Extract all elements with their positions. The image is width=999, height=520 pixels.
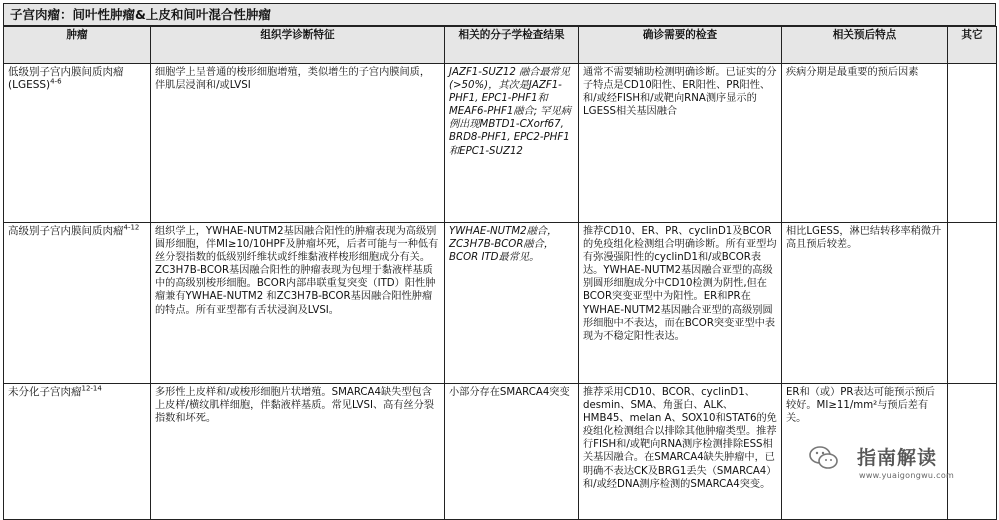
other-cell	[948, 223, 997, 384]
header-row	[4, 27, 997, 64]
header-molecular: 相关的分子学检查结果	[445, 27, 579, 64]
header-tests: 确诊需要的检查	[579, 27, 782, 64]
reference-superscript: 4-6	[50, 77, 62, 86]
molecular-cell: JAZF1-SUZ12 融合最常见 (>50%)，其次是JAZF1-PHF1, EPC1-PHF1和MEAF6-PHF1融合; 罕见病例出现MBTD1-CXorf67, BRD8-PHF1, EPC2-PHF1 和EPC1-SUZ12	[445, 64, 579, 223]
wechat-logo-icon	[809, 445, 839, 471]
tests-cell: 通常不需要辅助检测明确诊断。已证实的分子特点是CD10阳性、ER阳性、PR阳性、和/或经FISH和/或靶向RNA测序显示的LGESS相关基因融合	[579, 64, 782, 223]
tests-cell: 推荐采用CD10、BCOR、cyclinD1、desmin、SMA、角蛋白、ALK、HMB45、melan A、SOX10和STAT6的免疫组化检测组合以排除其他肿瘤类型。推荐行FISH和/或靶向RNA测序检测排除ESS相关基因融合。在SMARCA4缺失肿瘤中，已明确不表达CK及BRG1丢失（SMARCA4）和/或经DNA测序检测的SMARCA4突变。	[579, 384, 782, 520]
molecular-cell: 小部分存在SMARCA4突变	[445, 384, 579, 520]
prognosis-cell: 疾病分期是最重要的预后因素	[782, 64, 948, 223]
watermark-url: www.yuaigongwu.com	[859, 471, 955, 480]
histology-cell: 组织学上，YWHAE-NUTM2基因融合阳性的肿瘤表现为高级别圆形细胞，伴MI≥10/10HPF及肿瘤坏死，后者可能与一种低有丝分裂指数的低级别纤维状或纤维黏液样梭形细胞成分有关。ZC3H7B-BCOR基因融合阳性的肿瘤表现为包埋于黏液样基质中的高级别梭形细胞。BCOR内部串联重复突变（ITD）阳性肿瘤兼有YWHAE-NUTM2 和ZC3H7B-BCOR基因融合阳性肿瘤的特点。所有亚型都有舌状浸润及LVSI。	[151, 223, 445, 384]
histology-cell: 多形性上皮样和/或梭形细胞片状增殖。SMARCA4缺失型包含上皮样/横纹肌样细胞，伴黏液样基质。常见LVSI、高有丝分裂指数和坏死。	[151, 384, 445, 520]
reference-superscript: 4-12	[123, 223, 140, 232]
reference-superscript: 12-14	[81, 384, 102, 393]
tumor-cell: 未分化子宫肉瘤$^{12-14}$	[4, 384, 151, 520]
prognosis-cell: 相比LGESS，淋巴结转移率稍微升高且预后较差。	[782, 223, 948, 384]
histology-cell: 细胞学上呈普通的梭形细胞增殖，类似增生的子宫内膜间质，伴肌层浸润和/或LVSI	[151, 64, 445, 223]
tumor-cell: 低级别子宫内膜间质肉瘤(LGESS)$^{4-6}$	[4, 64, 151, 223]
other-cell	[948, 64, 997, 223]
molecular-cell: YWHAE-NUTM2融合，ZC3H7B-BCOR融合，BCOR ITD最常见。	[445, 223, 579, 384]
tests-cell: 推荐CD10、ER、PR、cyclinD1及BCOR的免疫组化检测组合明确诊断。所有亚型均有弥漫强阳性的cyclinD1和/或BCOR表达。YWHAE-NUTM2基因融合亚型的高级别圆形细胞成分中CD10检测为阴性,但在BCOR突变亚型中为阳性。ER和PR在YWHAE-NUTM2基因融合亚型的高级别圆形细胞中不表达，而在BCOR突变亚型中表现为不稳定阳性表达。	[579, 223, 782, 384]
tumor-cell: 高级别子宫内膜间质肉瘤$^{4-12}$	[4, 223, 151, 384]
header-prognosis: 相关预后特点	[782, 27, 948, 64]
table-row	[4, 223, 997, 384]
header-tumor: 肿瘤	[4, 27, 151, 64]
watermark	[809, 441, 991, 485]
header-other: 其它	[948, 27, 997, 64]
watermark-label: 指南解读	[857, 447, 938, 469]
table-title: 子宫肉瘤：间叶性肿瘤&上皮和间叶混合性肿瘤	[3, 3, 996, 26]
header-histology: 组织学诊断特征	[151, 27, 445, 64]
prognosis-cell: ER和（或）PR表达可能预示预后较好。MI≥11/mm²与预后差有关。	[782, 384, 948, 520]
table-row	[4, 64, 997, 223]
